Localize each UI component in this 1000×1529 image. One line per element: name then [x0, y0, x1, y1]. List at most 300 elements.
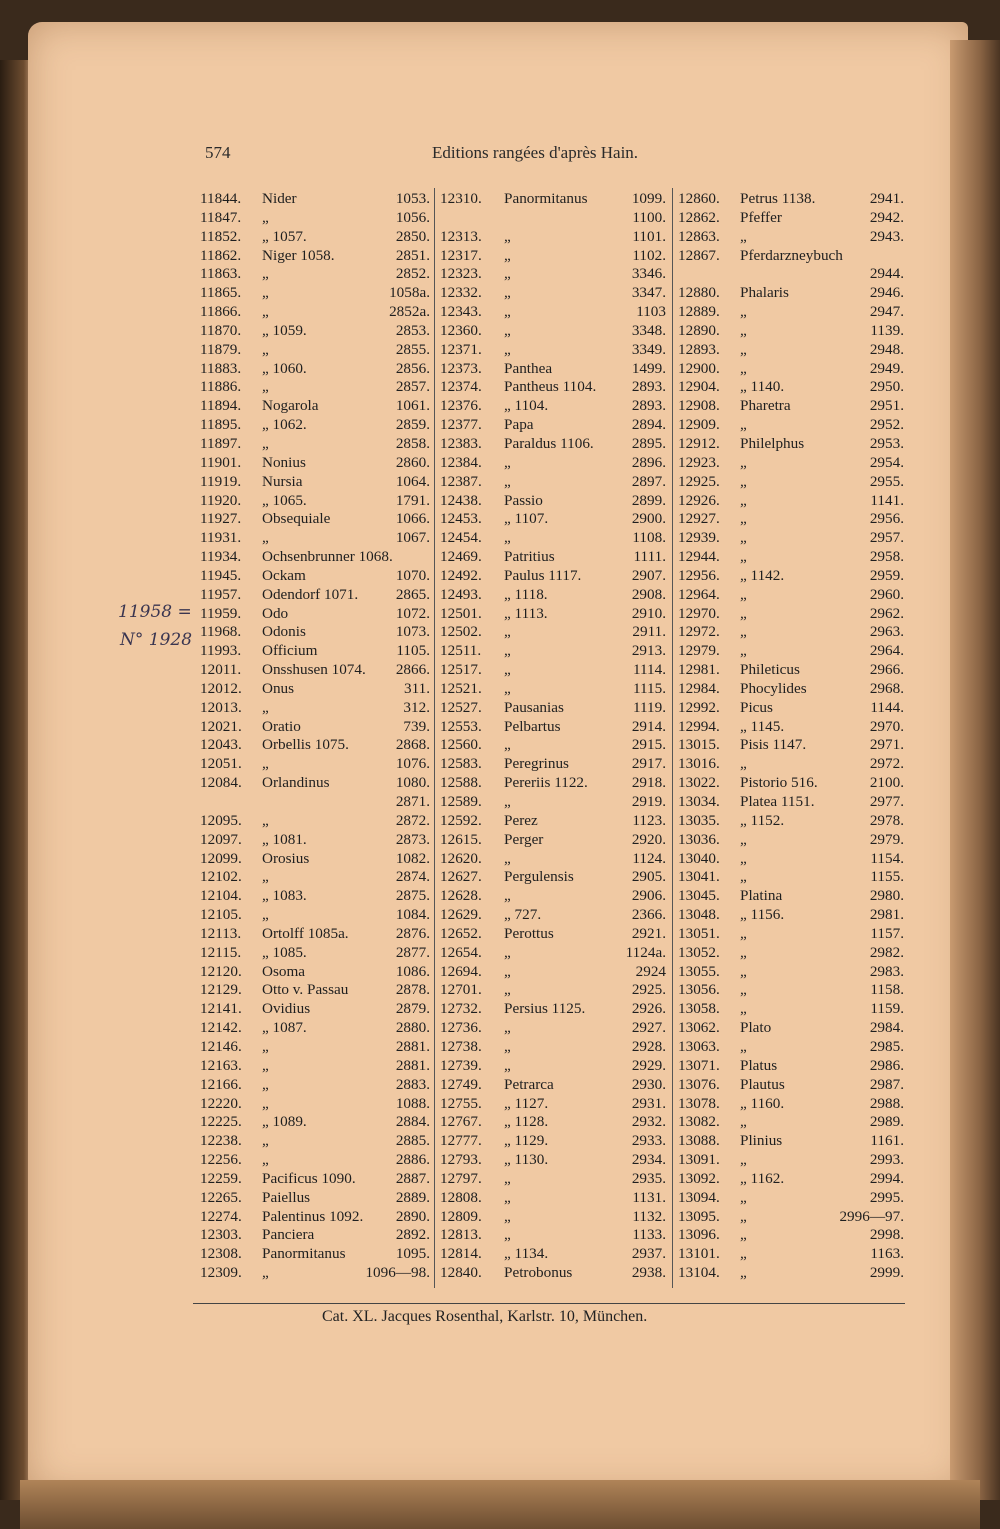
hain-number: 13055. [678, 962, 720, 980]
hain-number: 13078. [678, 1094, 720, 1112]
catalog-number: 1111. [633, 548, 666, 566]
author-name: „ [504, 246, 511, 264]
catalog-number: 2926. [631, 1000, 666, 1018]
hain-number: 12628. [440, 887, 482, 905]
index-row [440, 981, 666, 1000]
catalog-number: 2875. [395, 887, 430, 905]
hain-number: 13015. [678, 736, 720, 754]
index-row [678, 190, 904, 209]
index-row [200, 1151, 430, 1170]
catalog-number: 3347. [631, 284, 666, 302]
catalog-number: 2884. [395, 1113, 430, 1131]
index-row [440, 1038, 666, 1057]
index-row [440, 887, 666, 906]
index-row [440, 454, 666, 473]
catalog-number: 2920. [631, 830, 666, 848]
author-name: Odo [262, 604, 289, 622]
hain-number: 12374. [440, 378, 482, 396]
hain-number: 12893. [678, 340, 720, 358]
author-name: Odendorf 1071. [262, 585, 359, 603]
catalog-number: 2880. [395, 1019, 430, 1037]
index-row [200, 661, 430, 680]
index-row [440, 1095, 666, 1114]
index-row [440, 774, 666, 793]
index-row [440, 228, 666, 247]
hain-number: 12909. [678, 416, 720, 434]
index-row [200, 435, 430, 454]
hain-number: 12797. [440, 1169, 482, 1187]
index-row [678, 812, 904, 831]
index-row [200, 623, 430, 642]
hain-number: 12984. [678, 679, 720, 697]
index-row [678, 736, 904, 755]
author-name: Platus [740, 1056, 778, 1074]
index-row [440, 1151, 666, 1170]
index-row [440, 755, 666, 774]
catalog-number: 1115. [632, 679, 666, 697]
index-row [678, 397, 904, 416]
author-name: Papa [504, 416, 534, 434]
author-name: „ 1162. [740, 1169, 785, 1187]
catalog-number: 1072. [395, 604, 430, 622]
index-row [200, 378, 430, 397]
author-name: Palentinus 1092. [262, 1207, 364, 1225]
author-name: Otto v. Passau [262, 981, 349, 999]
index-row [440, 1170, 666, 1189]
author-name: „ [504, 1207, 511, 1225]
hain-number: 12992. [678, 698, 720, 716]
hain-number: 12908. [678, 397, 720, 415]
hain-number: 12469. [440, 548, 482, 566]
index-row [678, 548, 904, 567]
hain-number: 11886. [200, 378, 242, 396]
catalog-number: 2985. [869, 1037, 904, 1055]
hain-number: 12323. [440, 265, 482, 283]
catalog-number: 2913. [631, 642, 666, 660]
catalog-number: 2851. [395, 246, 430, 264]
catalog-number: 1082. [395, 849, 430, 867]
hain-number: 12371. [440, 340, 482, 358]
catalog-number: 2987. [869, 1075, 904, 1093]
author-name: „ [504, 227, 511, 245]
hain-number: 12889. [678, 303, 720, 321]
author-name: „ [262, 698, 269, 716]
hain-number: 13058. [678, 1000, 720, 1018]
catalog-number: 2952. [869, 416, 904, 434]
index-row [440, 209, 666, 228]
catalog-number: 2100. [869, 774, 904, 792]
index-row [200, 454, 430, 473]
index-row [440, 397, 666, 416]
author-name: „ [262, 378, 269, 396]
author-name: „ [504, 284, 511, 302]
hain-number: 11919. [200, 472, 242, 490]
catalog-number: 1096—98. [365, 1264, 430, 1282]
catalog-number: 2953. [869, 434, 904, 452]
index-row [440, 341, 666, 360]
index-row [200, 1132, 430, 1151]
author-name: „ 1129. [504, 1132, 549, 1150]
hain-number: 12051. [200, 755, 242, 773]
catalog-number: 2954. [869, 453, 904, 471]
catalog-number: 2968. [869, 679, 904, 697]
catalog-number: 1101. [632, 227, 666, 245]
hain-number: 12912. [678, 434, 720, 452]
author-name: „ [740, 962, 747, 980]
hain-number: 12225. [200, 1113, 242, 1131]
catalog-number: 2943. [869, 227, 904, 245]
catalog-number: 2962. [869, 604, 904, 622]
hain-number: 12615. [440, 830, 482, 848]
catalog-number: 2966. [869, 661, 904, 679]
hain-number: 11866. [200, 303, 242, 321]
hain-number: 12142. [200, 1019, 242, 1037]
index-row [440, 416, 666, 435]
catalog-number: 2955. [869, 472, 904, 490]
author-name: „ 1059. [262, 321, 307, 339]
catalog-number: 1076. [395, 755, 430, 773]
hain-number: 12097. [200, 830, 242, 848]
hain-number: 13035. [678, 811, 720, 829]
hain-number: 13082. [678, 1113, 720, 1131]
author-name: „ 1118. [504, 585, 548, 603]
author-name: Plinius [740, 1132, 783, 1150]
author-name: Paiellus [262, 1188, 311, 1206]
hain-number: 12944. [678, 548, 720, 566]
author-name: „ [504, 1019, 511, 1037]
catalog-number: 2881. [395, 1037, 430, 1055]
index-row [678, 228, 904, 247]
catalog-number: 2949. [869, 359, 904, 377]
index-row [200, 887, 430, 906]
catalog-number: 2950. [869, 378, 904, 396]
hain-number: 11957. [200, 585, 242, 603]
hain-number: 12360. [440, 321, 482, 339]
catalog-number: 2908. [631, 585, 666, 603]
index-row [678, 774, 904, 793]
index-row [678, 642, 904, 661]
index-row [440, 1000, 666, 1019]
index-row [440, 623, 666, 642]
catalog-number: 2970. [869, 717, 904, 735]
index-row [200, 1038, 430, 1057]
hain-number: 12994. [678, 717, 720, 735]
index-row [678, 284, 904, 303]
index-row [678, 435, 904, 454]
hain-number: 12840. [440, 1264, 482, 1282]
catalog-number: 2878. [395, 981, 430, 999]
catalog-number: 2910. [631, 604, 666, 622]
catalog-number: 2877. [395, 943, 430, 961]
index-row [678, 454, 904, 473]
hain-number: 12629. [440, 906, 482, 924]
index-row [440, 812, 666, 831]
index-row [678, 755, 904, 774]
author-name: Plautus [740, 1075, 785, 1093]
hain-number: 12654. [440, 943, 482, 961]
catalog-number: 2931. [631, 1094, 666, 1112]
index-row [678, 529, 904, 548]
index-row [440, 1057, 666, 1076]
hain-number: 12310. [440, 190, 482, 207]
author-name: „ [740, 849, 747, 867]
author-name: Pharetra [740, 397, 791, 415]
hain-number: 12454. [440, 529, 482, 547]
hain-number: 12308. [200, 1245, 242, 1263]
catalog-number: 2958. [869, 548, 904, 566]
hain-number: 12115. [200, 943, 242, 961]
index-row [200, 190, 430, 209]
author-name: „ 1060. [262, 359, 307, 377]
catalog-number: 2857. [395, 378, 430, 396]
hain-number: 11847. [200, 208, 242, 226]
hain-number: 12011. [200, 661, 242, 679]
author-name: „ [740, 321, 747, 339]
index-row [678, 718, 904, 737]
hain-number: 11865. [200, 284, 242, 302]
hain-number: 12274. [200, 1207, 242, 1225]
hain-number: 13051. [678, 924, 720, 942]
index-row [200, 850, 430, 869]
author-name: „ 1085. [262, 943, 307, 961]
hain-number: 12860. [678, 190, 720, 207]
hain-number: 12238. [200, 1132, 242, 1150]
author-name: Nursia [262, 472, 303, 490]
catalog-number: 1061. [395, 397, 430, 415]
author-name: „ [740, 1000, 747, 1018]
index-row [200, 1095, 430, 1114]
catalog-number: 2883. [395, 1075, 430, 1093]
author-name: Phocylides [740, 679, 807, 697]
index-row [200, 529, 430, 548]
catalog-number: 1132. [632, 1207, 666, 1225]
hain-number: 12146. [200, 1037, 242, 1055]
hain-number: 12095. [200, 811, 242, 829]
author-name: „ [740, 1264, 747, 1282]
catalog-number: 2886. [395, 1151, 430, 1169]
hain-number: 12332. [440, 284, 482, 302]
author-name: Petrobonus [504, 1264, 573, 1282]
index-row [200, 341, 430, 360]
index-row [200, 963, 430, 982]
hain-number: 13048. [678, 906, 720, 924]
catalog-number: 1099. [631, 190, 666, 207]
index-row [200, 736, 430, 755]
author-name: „ [740, 1113, 747, 1131]
index-row [678, 209, 904, 228]
catalog-number: 2892. [395, 1226, 430, 1244]
catalog-number: 1114. [632, 661, 666, 679]
catalog-number: 2956. [869, 510, 904, 528]
hain-number: 11844. [200, 190, 242, 207]
index-row [678, 1151, 904, 1170]
author-name: Ockam [262, 566, 306, 584]
catalog-number: 2855. [395, 340, 430, 358]
index-row [200, 567, 430, 586]
index-row [440, 1189, 666, 1208]
catalog-number: 2873. [395, 830, 430, 848]
catalog-number: 1067. [395, 529, 430, 547]
index-row [200, 981, 430, 1000]
hain-number: 12303. [200, 1226, 242, 1244]
index-row [200, 209, 430, 228]
index-row [200, 680, 430, 699]
index-row [200, 605, 430, 624]
author-name: „ [504, 1188, 511, 1206]
hain-number: 12627. [440, 868, 482, 886]
author-name: Ochsenbrunner 1068. [262, 548, 393, 566]
hain-number: 11945. [200, 566, 242, 584]
author-name: „ 1089. [262, 1113, 307, 1131]
index-row [440, 265, 666, 284]
catalog-number: 2946. [869, 284, 904, 302]
index-row [678, 510, 904, 529]
author-name: „ [740, 340, 747, 358]
catalog-number: 2933. [631, 1132, 666, 1150]
author-name: „ [262, 208, 269, 226]
hain-number: 12904. [678, 378, 720, 396]
index-row [678, 831, 904, 850]
hain-number: 12808. [440, 1188, 482, 1206]
hain-number: 13104. [678, 1264, 720, 1282]
catalog-number: 2874. [395, 868, 430, 886]
hain-number: 12767. [440, 1113, 482, 1131]
author-name: „ [262, 303, 269, 321]
hain-number: 12589. [440, 793, 482, 810]
handwritten-note: N° 1928 [120, 630, 193, 650]
hain-number: 12863. [678, 227, 720, 245]
author-name: „ [740, 604, 747, 622]
index-row [200, 925, 430, 944]
author-name: „ 1107. [504, 510, 549, 528]
author-name: „ [262, 1056, 269, 1074]
index-row [678, 1132, 904, 1151]
author-name: „ [504, 962, 511, 980]
index-row [440, 699, 666, 718]
author-name: „ [740, 1245, 747, 1263]
catalog-number: 1100. [632, 208, 666, 226]
catalog-number: 2907. [631, 566, 666, 584]
index-row [678, 1057, 904, 1076]
author-name: Paulus 1117. [504, 566, 582, 584]
index-row [678, 1170, 904, 1189]
catalog-number: 2879. [395, 1000, 430, 1018]
author-name: „ [504, 1169, 511, 1187]
author-name: Nonius [262, 453, 306, 471]
catalog-number: 1053. [395, 190, 430, 207]
author-name: Peregrinus [504, 755, 569, 773]
author-name: „ [504, 736, 511, 754]
index-row [678, 623, 904, 642]
catalog-number: 2850. [395, 227, 430, 245]
catalog-number: 2935. [631, 1169, 666, 1187]
author-name: Nogarola [262, 397, 319, 415]
hain-number: 12701. [440, 981, 482, 999]
hain-number: 12265. [200, 1188, 242, 1206]
index-row [440, 736, 666, 755]
catalog-number: 2930. [631, 1075, 666, 1093]
index-row [440, 831, 666, 850]
hain-number: 13045. [678, 887, 720, 905]
author-name: „ [740, 642, 747, 660]
index-row [440, 680, 666, 699]
author-name: Niger 1058. [262, 246, 335, 264]
hain-number: 12956. [678, 566, 720, 584]
hain-number: 12927. [678, 510, 720, 528]
catalog-number: 2932. [631, 1113, 666, 1131]
author-name: „ [504, 340, 511, 358]
index-row [678, 661, 904, 680]
catalog-number: 2994. [869, 1169, 904, 1187]
author-name: Persius 1125. [504, 1000, 586, 1018]
index-row [678, 793, 904, 812]
hain-number: 12900. [678, 359, 720, 377]
catalog-number: 2896. [631, 453, 666, 471]
index-row [200, 793, 430, 812]
catalog-number: 2944. [869, 265, 904, 283]
catalog-number: 3349. [631, 340, 666, 358]
hain-number: 11901. [200, 453, 242, 471]
index-row [200, 492, 430, 511]
hain-number: 12220. [200, 1094, 242, 1112]
author-name: „ [740, 1188, 747, 1206]
author-name: „ [504, 849, 511, 867]
author-name: „ [262, 1094, 269, 1112]
hain-number: 12383. [440, 434, 482, 452]
catalog-number: 2866. [395, 661, 430, 679]
catalog-number: 1103 [636, 303, 666, 321]
author-name: „ [262, 1151, 269, 1169]
catalog-number: 1131. [632, 1188, 666, 1206]
index-row [200, 868, 430, 887]
hain-number: 12925. [678, 472, 720, 490]
hain-number: 12129. [200, 981, 242, 999]
catalog-number: 2977. [869, 793, 904, 810]
index-row [200, 228, 430, 247]
hain-number: 12501. [440, 604, 482, 622]
author-name: Pergulensis [504, 868, 574, 886]
catalog-number: 1070. [395, 566, 430, 584]
hain-number: 12376. [440, 397, 482, 415]
author-name: Perottus [504, 924, 554, 942]
author-name: Perger [504, 830, 544, 848]
author-name: „ [262, 868, 269, 886]
author-name: „ [504, 661, 511, 679]
index-row [200, 416, 430, 435]
author-name: „ [504, 453, 511, 471]
hain-number: 12867. [678, 246, 720, 264]
hain-number: 12102. [200, 868, 242, 886]
index-row [440, 529, 666, 548]
author-name: „ [262, 340, 269, 358]
index-row [678, 981, 904, 1000]
index-row [678, 492, 904, 511]
hain-number: 12099. [200, 849, 242, 867]
page-number: 574 [205, 143, 231, 162]
catalog-number: 2971. [869, 736, 904, 754]
catalog-number: 2957. [869, 529, 904, 547]
index-row [200, 1189, 430, 1208]
author-name: Pelbartus [504, 717, 561, 735]
author-name: „ [262, 529, 269, 547]
index-row [678, 1076, 904, 1095]
hain-number: 13034. [678, 793, 720, 810]
hain-number: 12527. [440, 698, 482, 716]
author-name: Pausanias [504, 698, 564, 716]
author-name: „ [504, 642, 511, 660]
hain-number: 12141. [200, 1000, 242, 1018]
catalog-number: 2899. [631, 491, 666, 509]
